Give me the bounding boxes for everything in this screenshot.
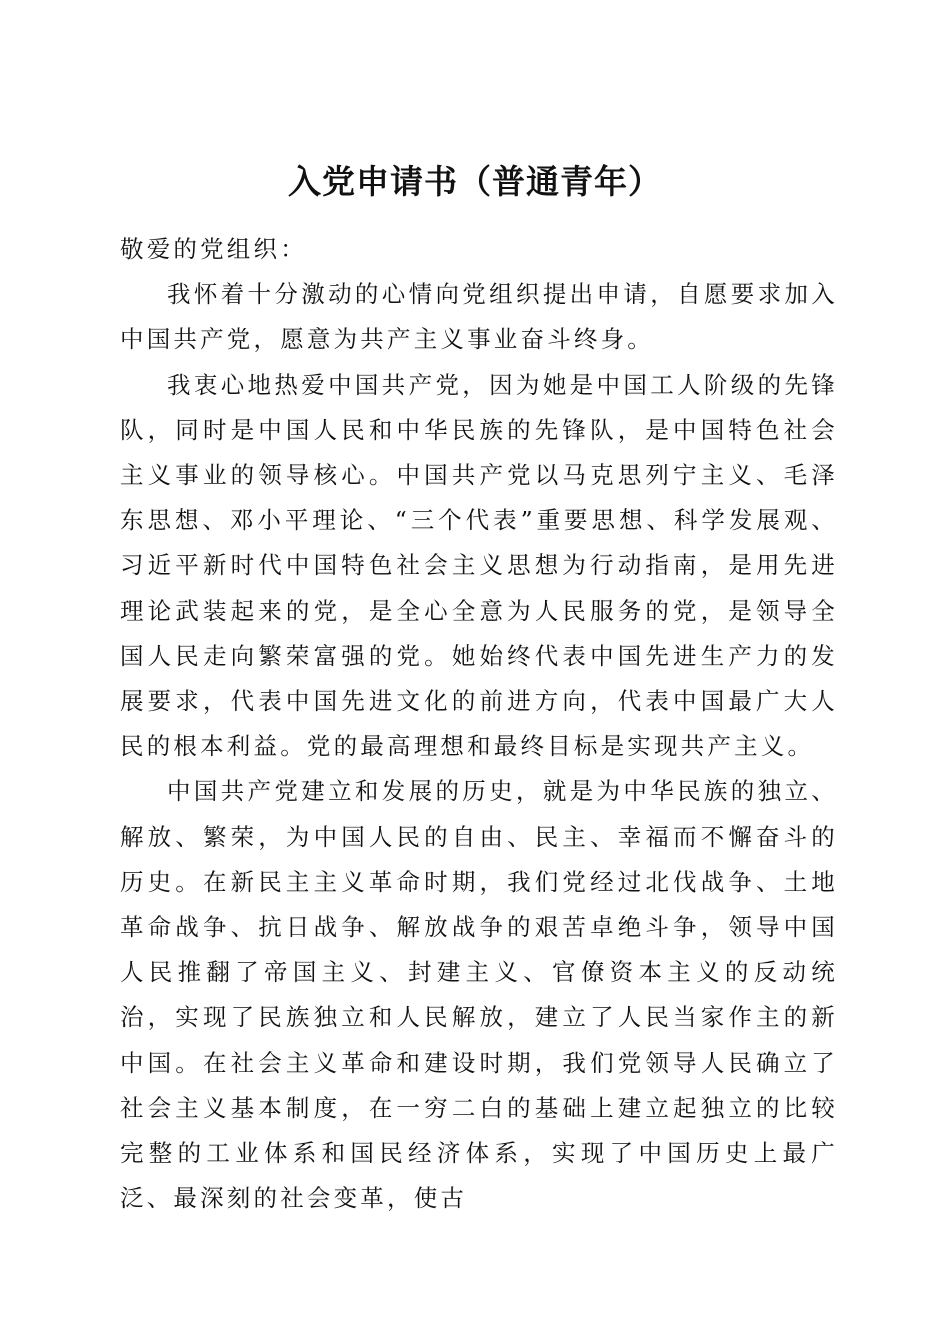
document-body — [120, 227, 838, 1221]
document-title: 入党申请书（普通青年） — [288, 162, 662, 202]
paragraph-3: 中国共产党建立和发展的历史，就是为中华民族的独立、解放、繁荣，为中国人民的自由、民主、幸福而不懈奋斗的历史。在新民主主义革命时期，我们党经过北伐战争、土地革命战争、抗日战争、解放战争的艰苦卓绝斗争，领导中国人民推翻了帝国主义、封建主义、官僚资本主义的反动统治，实现了民族独立和人民解放，建立了人民当家作主的新中国。在社会主义革命和建设时期，我们党领导人民确立了社会主义基本制度，在一穷二白的基础上建立起独立的比较完整的工业体系和国民经济体系，实现了中国历史上最广泛、最深刻的社会变革，使古 — [120, 777, 838, 1213]
paragraph-2: 我衷心地热爱中国共产党，因为她是中国工人阶级的先锋队，同时是中国人民和中华民族的先锋队，是中国特色社会主义事业的领导核心。中国共产党以马克思列宁主义、毛泽东思想、邓小平理论、“三个代表”重要思想、科学发展观、习近平新时代中国特色社会主义思想为行动指南，是用先进理论武装起来的党，是全心全意为人民服务的党，是领导全国人民走向繁荣富强的党。她始终代表中国先进生产力的发展要求，代表中国先进文化的前进方向，代表中国最广大人民的根本利益。党的最高理想和最终目标是实现共产主义。 — [120, 370, 838, 761]
salutation: 敬爱的党组织： — [120, 235, 307, 263]
paragraph-1: 我怀着十分激动的心情向党组织提出申请，自愿要求加入中国共产党，愿意为共产主义事业奋斗终身。 — [120, 280, 838, 354]
